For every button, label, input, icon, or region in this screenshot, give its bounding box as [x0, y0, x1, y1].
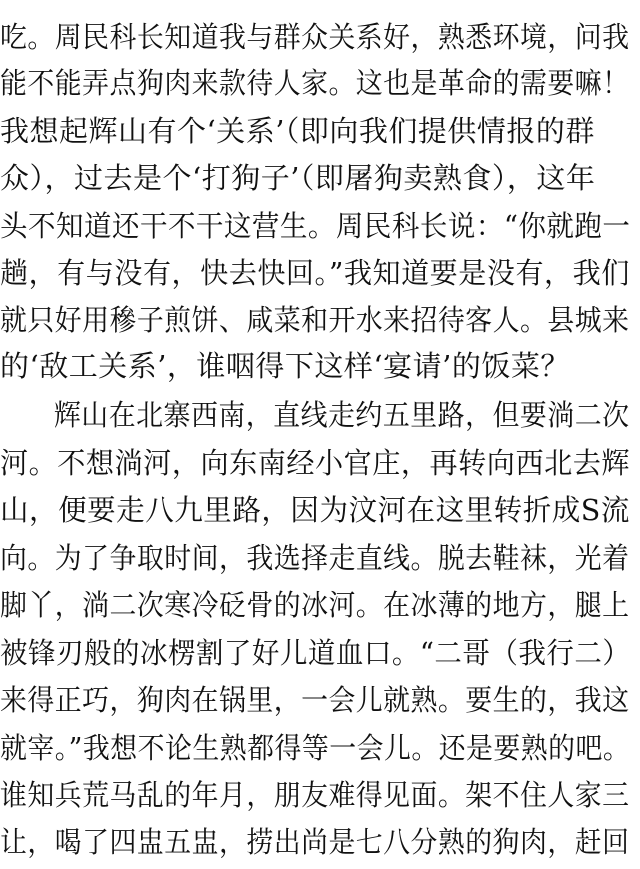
text-line: 向。为了争取时间，我选择走直线。脱去鞋袜，光着: [0, 541, 630, 575]
text-line: 河。不想淌河，向东南经小官庄，再转向西北去辉: [0, 446, 630, 480]
text-line: 我想起辉山有个‘关系’（即向我们提供情报的群: [0, 114, 595, 148]
text-line: 的‘敌工关系’，谁咽得下这样‘宴请’的饭菜？: [0, 349, 570, 383]
text-line: 脚丫，淌二次寒冷砭骨的冰河。在冰薄的地方，腿上: [0, 588, 630, 622]
text-line: 让，喝了四盅五盅，捞出尚是七八分熟的狗肉，赶回: [0, 825, 630, 859]
text-line: 众），过去是个‘打狗子’（即屠狗卖熟食），这年: [0, 161, 596, 195]
text-line: 能不能弄点狗肉来款待人家。这也是革命的需要嘛！: [0, 66, 630, 100]
text-line: 趟，有与没有，快去快回。”我知道要是没有，我们: [0, 256, 630, 290]
text-line: 头不知道还干不干这营生。周民科长说：“你就跑一: [0, 209, 631, 243]
text-line: 就宰。”我想不论生熟都得等一会儿。还是要熟的吧。: [0, 731, 631, 765]
text-line: 就只好用穇子煎饼、咸菜和开水来招待客人。县城来: [0, 303, 630, 337]
text-line: 谁知兵荒马乱的年月，朋友难得见面。架不住人家三: [0, 778, 630, 812]
text-line: 被锋刃般的冰楞割了好儿道血口。“二哥（我行二）: [0, 636, 631, 670]
paragraph-first-line: 辉山在北寨西南，直线走约五里路，但要淌二次: [53, 398, 630, 432]
text-line: 山，便要走八九里路，因为汶河在这里转折成S流: [0, 493, 630, 527]
text-line: 来得正巧，狗肉在锅里，一会儿就熟。要生的，我这: [0, 683, 630, 717]
text-line: 吃。周民科长知道我与群众关系好，熟悉环境，问我: [0, 20, 630, 54]
